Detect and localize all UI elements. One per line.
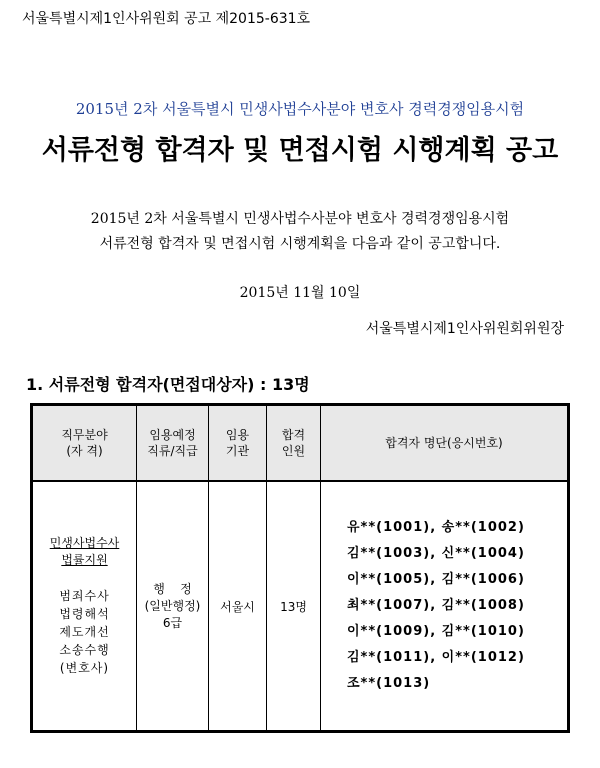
duty-item: 소송수행 xyxy=(59,643,110,657)
grade-line: (일반행정) xyxy=(144,598,201,613)
intro-line-1: 2015년 2차 서울특별시 민생사법수사분야 변호사 경력경쟁임용시험 xyxy=(90,211,510,227)
passers-table xyxy=(30,403,570,733)
name-line: 김**(1003), 신**(1004) xyxy=(347,546,525,561)
exam-subtitle: 2015년 2차 서울특별시 민생사법수사분야 변호사 경력경쟁임용시험 xyxy=(75,100,525,118)
field-cell xyxy=(33,481,137,731)
header-field-line: 직무분야 xyxy=(61,428,108,442)
notice-date: 2015년 11월 10일 xyxy=(239,285,361,301)
duty-item: (변호사) xyxy=(59,661,110,675)
duty-item: 제도개선 xyxy=(59,625,110,639)
header-org xyxy=(209,406,267,482)
header-count-line: 인원 xyxy=(281,444,306,458)
org-cell: 서울시 xyxy=(209,481,267,731)
field-main-line: 민생사법수사 xyxy=(49,536,120,550)
header-field-line: (자 격) xyxy=(66,444,103,458)
name-line: 유**(1001), 송**(1002) xyxy=(347,520,525,535)
count-cell: 13명 xyxy=(267,481,321,731)
duty-item: 범죄수사 xyxy=(59,589,110,603)
header-grade xyxy=(137,406,209,482)
signer: 서울특별시제1인사위원회위원장 xyxy=(365,321,564,337)
page-title: 서류전형 합격자 및 면접시험 시행계획 공고 xyxy=(41,135,559,166)
name-line: 이**(1009), 김**(1010) xyxy=(347,624,525,639)
field-main xyxy=(33,535,136,569)
intro-line-2: 서류전형 합격자 및 면접시험 시행계획을 다음과 같이 공고합니다. xyxy=(99,236,501,252)
grade-line: 6급 xyxy=(162,615,183,630)
notice-number: 서울특별시제1인사위원회 공고 제2015-631호 xyxy=(22,11,311,27)
duty-item: 법령해석 xyxy=(59,607,110,621)
header-org-line: 임용 xyxy=(225,428,250,442)
header-grade-line: 임용예정 xyxy=(149,428,196,442)
name-line: 이**(1005), 김**(1006) xyxy=(347,572,525,587)
field-main-line: 법률지원 xyxy=(61,553,108,567)
name-line: 최**(1007), 김**(1008) xyxy=(347,598,525,613)
table-header-row xyxy=(33,406,568,482)
header-grade-line: 직류/직급 xyxy=(147,444,198,458)
grade-cell xyxy=(137,481,209,731)
name-line: 조**(1013) xyxy=(347,676,431,691)
header-count xyxy=(267,406,321,482)
names-cell xyxy=(321,481,568,731)
table-row xyxy=(33,481,568,731)
grade-line: 행 정 xyxy=(153,581,192,596)
header-field xyxy=(33,406,137,482)
section-1-title: 1. 서류전형 합격자(면접대상자) : 13명 xyxy=(26,375,310,394)
header-count-line: 합격 xyxy=(281,428,306,442)
header-org-line: 기관 xyxy=(225,444,250,458)
header-names: 합격자 명단(응시번호) xyxy=(321,406,568,482)
name-line: 김**(1011), 이**(1012) xyxy=(347,650,525,665)
